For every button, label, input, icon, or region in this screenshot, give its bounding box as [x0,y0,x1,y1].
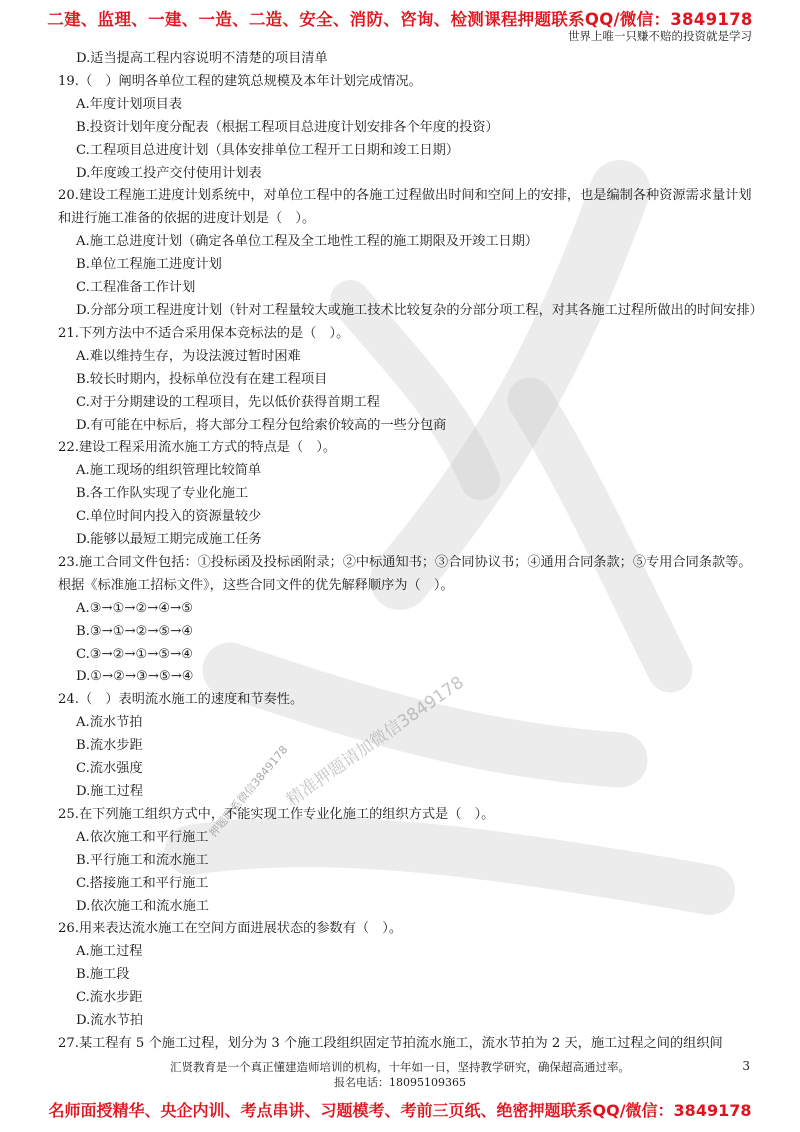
question-stem: 21.下列方法中不适合采用保本竞标法的是（ ）。 [58,325,350,341]
question-option: A.依次施工和平行施工 [76,829,209,845]
question-block [58,437,758,552]
question-option: C.流水强度 [76,761,143,777]
question-option: B.单位工程施工进度计划 [76,257,222,273]
question-option: A.流水节拍 [76,715,143,731]
question-option: D.①→②→③→⑤→④ [76,669,194,685]
question-block [58,185,763,322]
question-block [58,804,758,919]
question-list [58,48,763,1056]
question-option: B.施工段 [76,967,130,983]
question-option: A.年度计划项目表 [76,96,183,112]
question-stem: 22.建设工程采用流水施工方式的特点是（ ）。 [58,440,337,456]
watermark-text-large: 精准押题请加微信3849178 [282,672,468,811]
question-block [58,48,758,71]
question-block [58,552,758,689]
question-block [58,71,758,186]
question-option: C.单位时间内投入的资源量较少 [76,509,262,525]
bottom-banner: 名师面授精华、央企内训、考点串讲、习题模考、考前三页纸、绝密押题联系QQ/微信：3849178 [48,1101,752,1120]
question-option: D.适当提高工程内容说明不清楚的项目清单 [76,51,328,66]
question-option: B.③→①→②→⑤→④ [76,623,194,639]
top-banner: 二建、监理、一建、一造、二造、安全、消防、咨询、检测课程押题联系QQ/微信：3849178 [47,10,753,29]
watermark-text-small: 押题联系微信3849178 [206,743,291,840]
question-stem: 25.在下列施工组织方式中，不能实现工作专业化施工的组织方式是（ ）。 [58,806,495,822]
question-option: D.流水节拍 [76,1013,144,1029]
question-block [58,689,758,804]
question-option: D.施工过程 [76,784,144,799]
question-option: D.分部分项工程进度计划（针对工程量较大或施工技术比较复杂的分部分项工程，对其各施工过程所做出的时间安排） [76,302,763,318]
question-option: B.平行施工和流水施工 [76,852,209,868]
question-option: D.年度竣工投产交付使用计划表 [76,165,262,181]
question-block [58,323,758,438]
question-option: A.难以维持生存，为设法渡过暂时困难 [76,348,301,364]
question-option: B.各工作队实现了专业化施工 [76,486,249,502]
question-stem: 23.施工合同文件包括：①投标函及投标函附录；②中标通知书；③合同协议书；④通用合同条款；⑤专用合同条款等。根据《标准施工招标文件》，这些合同文件的优先解释顺序为（ ）。 [58,554,752,593]
question-stem: 19.（ ）阐明各单位工程的建筑总规模及本年计划完成情况。 [58,73,422,89]
question-option: A.施工总进度计划（确定各单位工程及全工地性工程的施工期限及开竣工日期） [76,234,539,250]
question-stem: 26.用来表达流水施工在空间方面进展状态的参数有（ ）。 [58,921,403,937]
question-option: B.流水步距 [76,738,143,754]
question-option: D.能够以最短工期完成施工任务 [76,532,262,548]
question-option: A.施工现场的组织管理比较简单 [76,463,262,479]
question-stem: 27.某工程有 5 个施工过程，划分为 3 个施工段组织固定节拍流水施工，流水节拍为 2 天，施工过程之间的组织间 [58,1035,723,1051]
question-option: C.搭接施工和平行施工 [76,875,209,891]
question-option: D.依次施工和流水施工 [76,898,209,914]
question-option: A.③→①→②→④→⑤ [76,600,194,616]
question-option: D.有可能在中标后，将大部分工程分包给索价较高的一些分包商 [76,417,447,433]
question-option: B.较长时期内，投标单位没有在建工程项目 [76,371,328,387]
footer-phone: 报名电话：18095109365 [334,1076,466,1089]
question-option: C.流水步距 [76,990,143,1006]
question-block [58,918,758,1033]
question-stem: 20.建设工程施工进度计划系统中，对单位工程中的各施工过程做出时间和空间上的安排，也是编制各种资源需求量计划和进行施工准备的依据的进度计划是（ ）。 [58,188,752,227]
question-option: C.③→②→①→⑤→④ [76,646,194,662]
header-slogan: 世界上唯一只赚不赔的投资就是学习 [568,29,752,43]
question-option: C.对于分期建设的工程项目，先以低价获得首期工程 [76,394,380,410]
question-option: C.工程项目总进度计划（具体安排单位工程开工日期和竣工日期） [76,142,460,158]
question-option: A.施工过程 [76,944,143,960]
question-option: B.投资计划年度分配表（根据工程项目总进度计划安排各个年度的投资） [76,119,499,135]
page-number: 3 [742,1059,750,1073]
question-stem: 24.（ ）表明流水施工的速度和节奏性。 [58,692,304,708]
footer-slogan: 汇贤教育是一个真正懂建造师培训的机构，十年如一日，坚持教学研究，确保超高通过率。 [170,1060,630,1074]
question-block [58,1033,758,1056]
question-option: C.工程准备工作计划 [76,280,196,296]
